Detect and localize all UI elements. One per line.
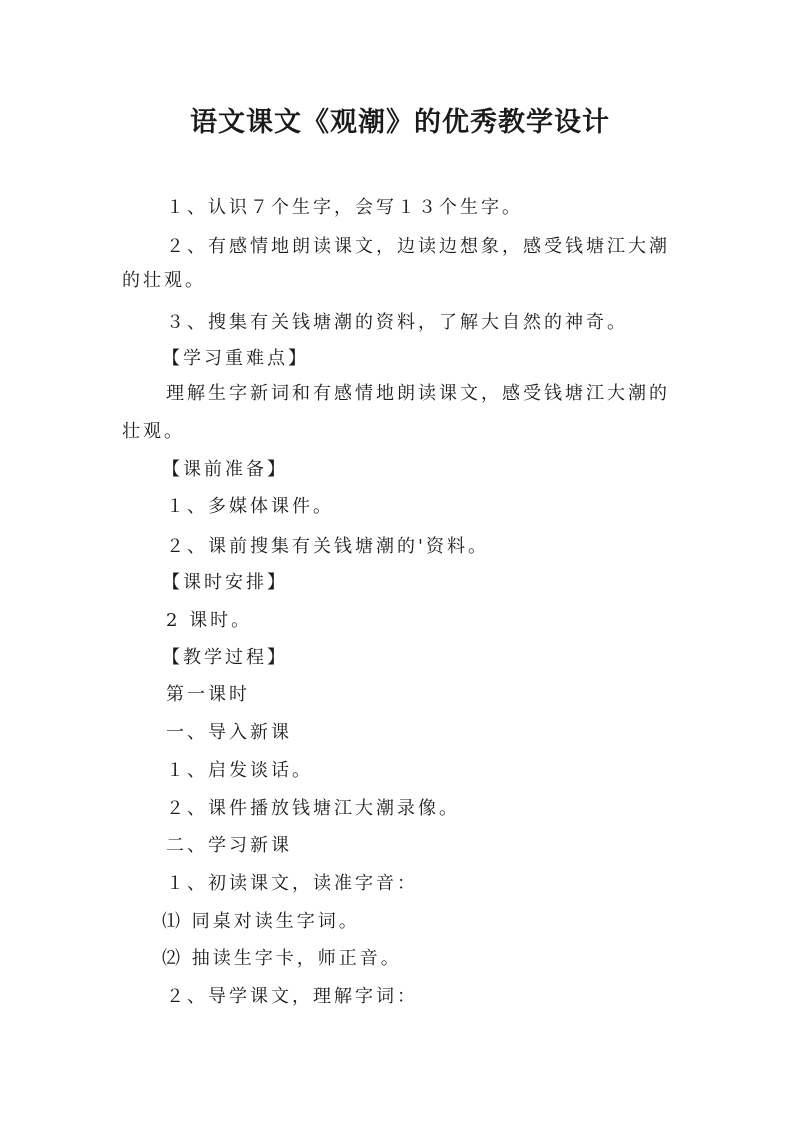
text-line: 第一课时 [166,684,250,705]
text-line: ３、搜集有关钱塘潮的资料，了解大自然的神奇。 [166,312,628,333]
text-line: １、多媒体课件。 [166,496,334,517]
text-line: ２、课前搜集有关钱塘潮的'资料。 [166,536,489,557]
text-line: 一、导入新课 [166,722,292,743]
text-line: 理解生字新词和有感情地朗读课文，感受钱塘江大潮的 [166,383,670,404]
text-line: １、初读课文，读准字音： [166,873,418,894]
text-line: ⑴ 同桌对读生字词。 [162,911,360,932]
text-line: 的壮观。 [122,270,206,291]
text-line: ２、导学课文，理解字词： [166,986,418,1007]
text-line: 2 课时。 [166,610,253,631]
text-line: １、启发谈话。 [166,760,313,781]
section-heading: 【课时安排】 [162,572,288,593]
section-heading: 【教学过程】 [162,647,288,668]
text-line: 壮观。 [122,421,185,442]
text-line: ２、课件播放钱塘江大潮录像。 [166,798,460,819]
text-line: １、认识７个生字，会写１３个生字。 [166,197,523,218]
text-line: 二、学习新课 [166,835,292,856]
document-title: 语文课文《观潮》的优秀教学设计 [190,107,610,138]
text-line: ２、有感情地朗读课文，边读边想象，感受钱塘江大潮 [166,236,670,257]
section-heading: 【学习重难点】 [162,348,309,369]
section-heading: 【课前准备】 [162,459,288,480]
text-line: ⑵ 抽读生字卡，师正音。 [162,948,402,969]
